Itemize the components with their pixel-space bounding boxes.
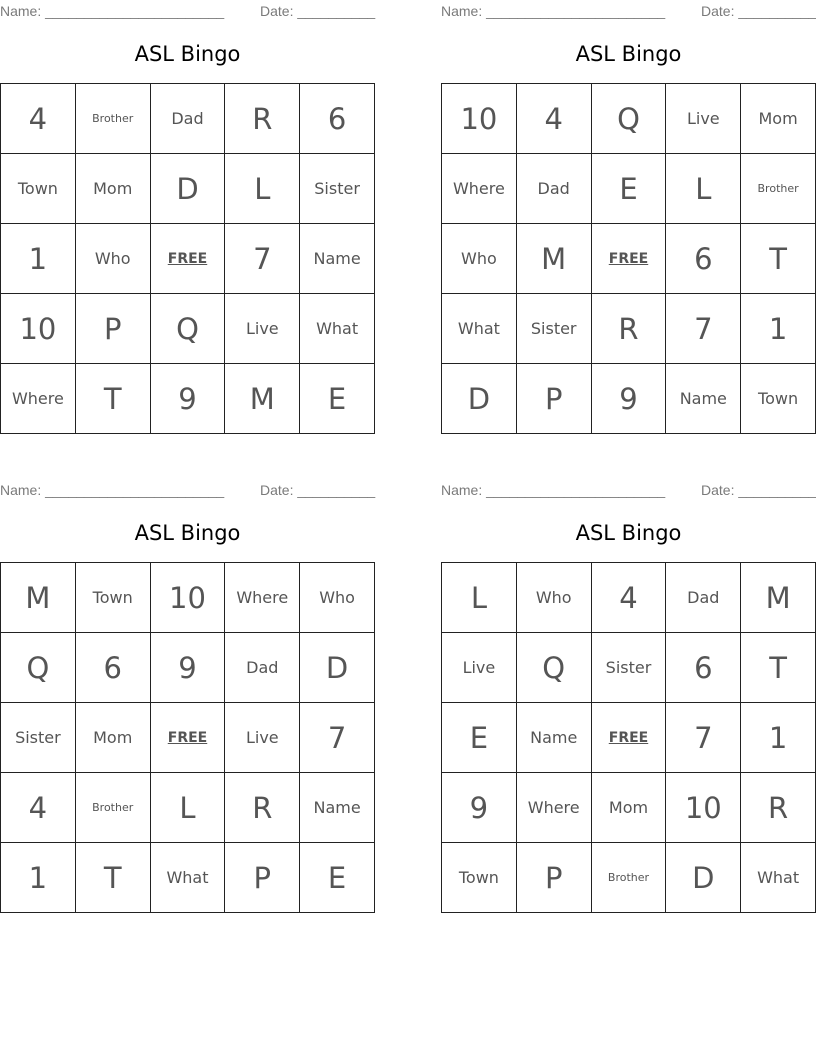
bingo-cell: 4 bbox=[1, 84, 76, 154]
bingo-cell: Sister bbox=[592, 633, 667, 703]
bingo-cell: Town bbox=[741, 364, 816, 434]
bingo-grid bbox=[0, 83, 375, 434]
bingo-card-2 bbox=[441, 0, 816, 440]
bingo-cell: D bbox=[300, 633, 375, 703]
bingo-cell: 6 bbox=[76, 633, 151, 703]
name-field: Name: _______________________ bbox=[441, 482, 666, 498]
bingo-cell: 1 bbox=[741, 294, 816, 364]
bingo-cell: P bbox=[517, 364, 592, 434]
bingo-cell: What bbox=[741, 843, 816, 913]
bingo-cell: M bbox=[1, 563, 76, 633]
bingo-cell: Where bbox=[442, 154, 517, 224]
bingo-cell: What bbox=[300, 294, 375, 364]
date-field: Date: __________ bbox=[260, 482, 376, 498]
bingo-cell: Q bbox=[151, 294, 226, 364]
bingo-cell: 1 bbox=[741, 703, 816, 773]
bingo-cell: L bbox=[666, 154, 741, 224]
bingo-cell: Who bbox=[517, 563, 592, 633]
bingo-cell: 4 bbox=[592, 563, 667, 633]
bingo-cell: 9 bbox=[151, 633, 226, 703]
card-title: ASL Bingo bbox=[575, 521, 682, 545]
bingo-cell: Town bbox=[1, 154, 76, 224]
bingo-card-4 bbox=[441, 479, 816, 919]
date-field: Date: __________ bbox=[701, 482, 816, 498]
bingo-cell: What bbox=[151, 843, 226, 913]
bingo-cell: Brother bbox=[592, 843, 667, 913]
bingo-cell: R bbox=[225, 773, 300, 843]
bingo-cell: Q bbox=[517, 633, 592, 703]
bingo-cell: P bbox=[517, 843, 592, 913]
bingo-cell: 7 bbox=[225, 224, 300, 294]
card-title: ASL Bingo bbox=[134, 521, 241, 545]
bingo-cell: Town bbox=[76, 563, 151, 633]
bingo-cell: E bbox=[300, 843, 375, 913]
bingo-cell: E bbox=[592, 154, 667, 224]
bingo-cell: Who bbox=[76, 224, 151, 294]
date-field: Date: __________ bbox=[260, 3, 376, 19]
bingo-cell: Brother bbox=[741, 154, 816, 224]
bingo-cell: 6 bbox=[666, 633, 741, 703]
bingo-cell: 6 bbox=[300, 84, 375, 154]
bingo-cell: 6 bbox=[666, 224, 741, 294]
bingo-cell: 10 bbox=[442, 84, 517, 154]
bingo-cell: Sister bbox=[1, 703, 76, 773]
bingo-cell: Where bbox=[225, 563, 300, 633]
bingo-cell: 9 bbox=[151, 364, 226, 434]
bingo-cell: T bbox=[741, 224, 816, 294]
bingo-cell: 1 bbox=[1, 224, 76, 294]
bingo-cell: Dad bbox=[517, 154, 592, 224]
name-field: Name: _______________________ bbox=[0, 482, 225, 498]
bingo-cell: 4 bbox=[1, 773, 76, 843]
bingo-cell: Where bbox=[517, 773, 592, 843]
bingo-card-1 bbox=[0, 0, 375, 440]
card-header bbox=[0, 482, 375, 500]
bingo-cell: Who bbox=[442, 224, 517, 294]
free-cell: FREE bbox=[592, 224, 667, 294]
bingo-cell: L bbox=[442, 563, 517, 633]
bingo-cell: Name bbox=[666, 364, 741, 434]
bingo-cell: Live bbox=[225, 294, 300, 364]
bingo-cell: E bbox=[442, 703, 517, 773]
bingo-cell: Q bbox=[592, 84, 667, 154]
name-field: Name: _______________________ bbox=[441, 3, 666, 19]
free-cell: FREE bbox=[151, 224, 226, 294]
bingo-cell: D bbox=[666, 843, 741, 913]
bingo-cell: 9 bbox=[592, 364, 667, 434]
bingo-cell: 7 bbox=[666, 294, 741, 364]
bingo-cell: What bbox=[442, 294, 517, 364]
bingo-cell: L bbox=[151, 773, 226, 843]
bingo-cell: 9 bbox=[442, 773, 517, 843]
free-cell: FREE bbox=[151, 703, 226, 773]
bingo-cell: D bbox=[151, 154, 226, 224]
name-field: Name: _______________________ bbox=[0, 3, 225, 19]
bingo-cell: Mom bbox=[76, 154, 151, 224]
bingo-cell: Live bbox=[225, 703, 300, 773]
bingo-cell: Where bbox=[1, 364, 76, 434]
bingo-cell: T bbox=[741, 633, 816, 703]
card-title: ASL Bingo bbox=[575, 42, 682, 66]
bingo-cell: Dad bbox=[151, 84, 226, 154]
card-header bbox=[441, 3, 816, 21]
bingo-cell: 10 bbox=[151, 563, 226, 633]
date-field: Date: __________ bbox=[701, 3, 816, 19]
bingo-cell: 7 bbox=[666, 703, 741, 773]
bingo-cell: Q bbox=[1, 633, 76, 703]
bingo-cell: E bbox=[300, 364, 375, 434]
bingo-grid bbox=[0, 562, 375, 913]
card-title: ASL Bingo bbox=[134, 42, 241, 66]
bingo-cell: 10 bbox=[1, 294, 76, 364]
bingo-cell: P bbox=[225, 843, 300, 913]
bingo-cell: P bbox=[76, 294, 151, 364]
bingo-cell: Name bbox=[517, 703, 592, 773]
bingo-cell: Sister bbox=[517, 294, 592, 364]
bingo-grid bbox=[441, 83, 816, 434]
bingo-cell: Mom bbox=[76, 703, 151, 773]
bingo-grid bbox=[441, 562, 816, 913]
bingo-cell: Name bbox=[300, 773, 375, 843]
bingo-cell: 7 bbox=[300, 703, 375, 773]
bingo-cell: L bbox=[225, 154, 300, 224]
bingo-cell: R bbox=[592, 294, 667, 364]
bingo-cell: R bbox=[741, 773, 816, 843]
bingo-cell: Sister bbox=[300, 154, 375, 224]
bingo-cell: Who bbox=[300, 563, 375, 633]
bingo-cell: Brother bbox=[76, 773, 151, 843]
bingo-cell: Mom bbox=[592, 773, 667, 843]
bingo-cell: Town bbox=[442, 843, 517, 913]
bingo-cell: D bbox=[442, 364, 517, 434]
bingo-cell: T bbox=[76, 843, 151, 913]
card-header bbox=[441, 482, 816, 500]
bingo-cell: M bbox=[517, 224, 592, 294]
bingo-cell: Live bbox=[666, 84, 741, 154]
bingo-card-3 bbox=[0, 479, 375, 919]
bingo-cell: 10 bbox=[666, 773, 741, 843]
bingo-cell: Brother bbox=[76, 84, 151, 154]
bingo-cell: M bbox=[741, 563, 816, 633]
bingo-cell: Name bbox=[300, 224, 375, 294]
free-cell: FREE bbox=[592, 703, 667, 773]
bingo-cell: Dad bbox=[225, 633, 300, 703]
bingo-cell: T bbox=[76, 364, 151, 434]
bingo-cell: Mom bbox=[741, 84, 816, 154]
bingo-cell: Live bbox=[442, 633, 517, 703]
bingo-cell: 1 bbox=[1, 843, 76, 913]
bingo-cell: M bbox=[225, 364, 300, 434]
bingo-cell: 4 bbox=[517, 84, 592, 154]
bingo-cell: R bbox=[225, 84, 300, 154]
bingo-cell: Dad bbox=[666, 563, 741, 633]
card-header bbox=[0, 3, 375, 21]
